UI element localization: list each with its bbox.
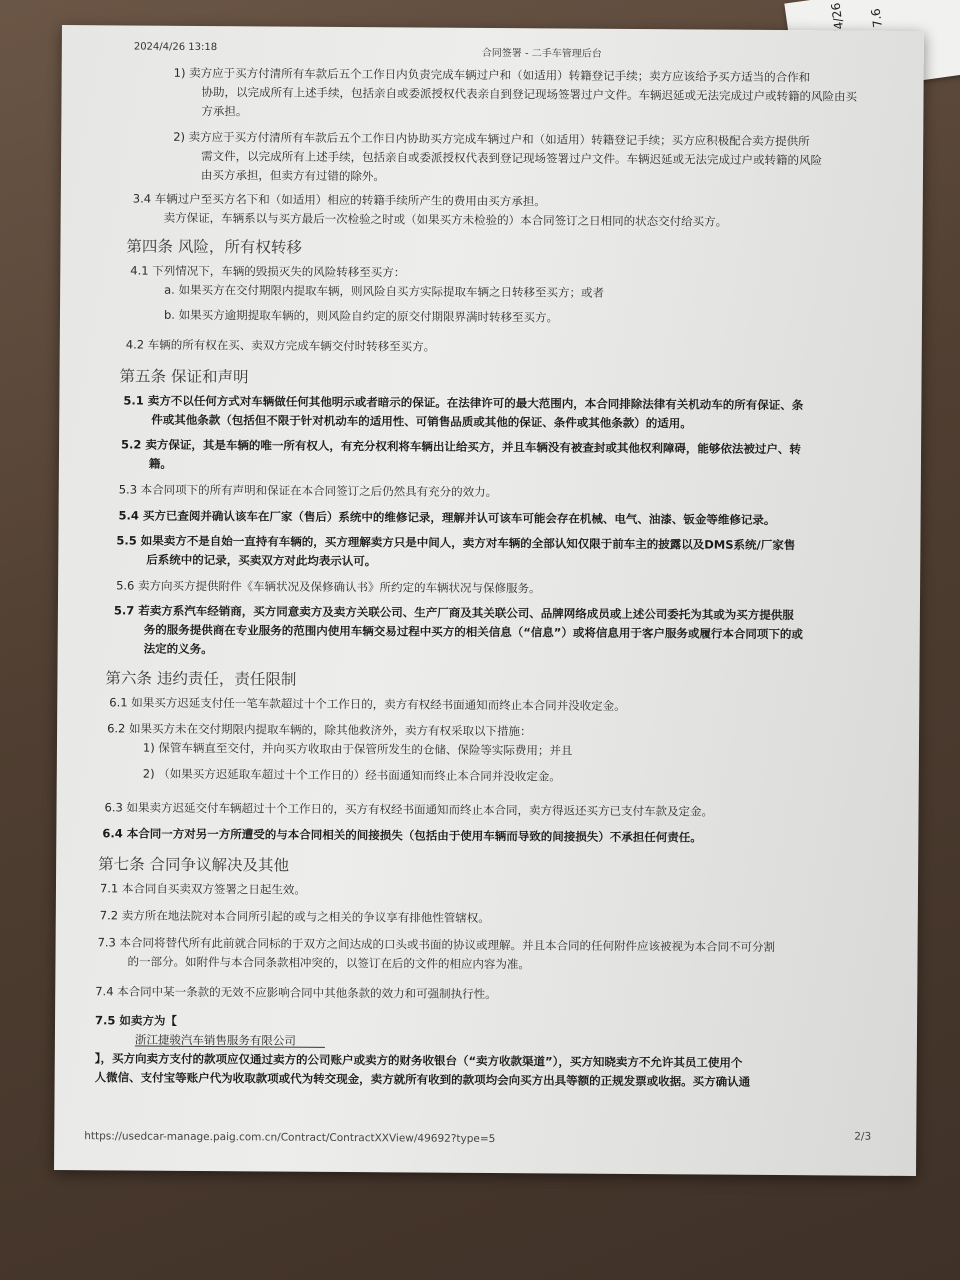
- contract-text-line: 2) 卖方应于买方付清所有车款后五个工作日内协助买方完成车辆过户和（如适用）转籍登记手续；买方应积极配合卖方提供所: [173, 129, 810, 149]
- contract-page: [54, 25, 924, 1176]
- contract-text-line: 4.2 车辆的所有权在买、卖双方完成车辆交付时转移至买方。: [125, 337, 436, 354]
- footer-page-number: 2/3: [854, 1130, 872, 1143]
- contract-text-line: 5.1 卖方不以任何方式对车辆做任何其他明示或者暗示的保证。在法律许可的最大范围内，本合同排除法律有关机动车的所有保证、条: [123, 393, 804, 413]
- contract-text-line: 第四条 风险，所有权转移: [126, 237, 302, 257]
- contract-text-line: 6.4 本合同一方对另一方所遭受的与本合同相关的间接损失（包括由于使用车辆而导致的间接损失）不承担任何责任。: [102, 826, 702, 845]
- contract-text-line: 5.3 本合同项下的所有声明和保证在本合同签订之后仍然具有充分的效力。: [118, 482, 498, 500]
- contract-text-line: 第五条 保证和声明: [119, 367, 249, 387]
- contract-text-line: 第六条 违约责任，责任限制: [105, 669, 297, 689]
- contract-text-line: 7.4 本合同中某一条款的无效不应影响合同中其他条款的效力和可强制执行性。: [95, 984, 497, 1002]
- contract-text-line: 5.7 若卖方系汽车经销商，买方同意卖方及卖方关联公司、生产厂商及其关联公司、品牌网络成员或上述公司委托为其或为买方提供服: [113, 603, 794, 623]
- contract-text-line: 人微信、支付宝等账户代为收取款项或代为转交现金，卖方就所有收到的款项均会向买方出具等额的正规发票或收据。买方确认通: [94, 1070, 751, 1089]
- contract-text-line: a. 如果买方在交付期限内提取车辆，则风险自买方实际提取车辆之日转移至买方；或者: [164, 282, 605, 300]
- contract-text-line: 1) 卖方应于买方付清所有车款后五个工作日内负责完成车辆过户和（如适用）转籍登记手续；卖方应该给予买方适当的合作和: [173, 65, 811, 85]
- contract-text-line: 7.1 本合同自买卖双方签署之日起生效。: [99, 881, 306, 897]
- contract-text-line: 2) （如果买方迟延取车超过十个工作日的）经书面通知而终止本合同并没收定金。: [142, 766, 561, 784]
- contract-text-line: 件或其他条款（包括但不限于针对机动车的适用性、可销售品质或其他的保证、条件或其他条款）的适用。: [151, 412, 692, 431]
- contract-text-line: 7.3 本合同将替代所有此前就合同标的于双方之间达成的口头或书面的协议或理解。并且本合同的任何附件应该被视为本合同不可分割: [97, 935, 776, 955]
- contract-text-line: b. 如果买方逾期提取车辆的，则风险自约定的原交付期限界满时转移至买方。: [163, 307, 559, 325]
- contract-text-line: 5.5 如果卖方不是自始一直持有车辆的，买方理解卖方只是中间人，卖方对车辆的全部认知仅限于前车主的披露以及DMS系统/厂家售: [116, 533, 796, 553]
- contract-text-line: 5.2 卖方保证，其是车辆的唯一所有权人，有充分权利将车辆出让给买方，并且车辆没有被查封或其他权利障碍，能够依法被过户、转: [121, 437, 801, 457]
- contract-text-line: 5.4 买方已查阅并确认该车在厂家（售后）系统中的维修记录，理解并认可该车可能会存在机械、电气、油漆、钣金等维修记录。: [118, 508, 776, 527]
- contract-text-line: 6.2 如果买方未在交付期限内提取车辆的，除其他救济外，卖方有权采取以下措施：: [107, 721, 532, 739]
- contract-text-line: 的一部分。如附件与本合同条款相冲突的，以签订在后的文件的相应内容为准。: [127, 954, 531, 972]
- print-date: 2024/4/26 13:18: [133, 41, 218, 54]
- contract-text-line: 6.3 如果卖方迟延交付车辆超过十个工作日的，买方有权经书面通知而终止本合同，卖方得返还买方已支付车款及定金。: [104, 800, 714, 819]
- contract-text-line: 7.2 卖方所在地法院对本合同所引起的或与之相关的争议享有排他性管辖权。: [99, 908, 490, 926]
- footer-url: https://usedcar-manage.paig.com.cn/Contract/ContractXXView/49692?type=5: [84, 1130, 496, 1146]
- contract-text-line: 务的服务提供商在专业服务的范围内使用车辆交易过程中买方的相关信息（“信息”）或将信息用于客户服务或履行本合同项下的或: [143, 622, 803, 642]
- contract-text-line: 4.1 下列情况下，车辆的毁损灭失的风险转移至买方：: [130, 263, 406, 280]
- contract-text-line: 3.4 车辆过户至买方名下和（如适用）相应的转籍手续所产生的费用由买方承担。: [132, 191, 546, 209]
- contract-text-line: 浙江捷骏汽车销售服务有限公司: [134, 1032, 296, 1048]
- contract-text-line: 由买方承担，但卖方有过错的除外。: [200, 167, 386, 184]
- contract-text-line: 后系统中的记录，买卖双方对此均表示认可。: [146, 552, 377, 569]
- corner-note-mark: 7.6: [868, 7, 886, 29]
- contract-text-line: 协助，以完成所有上述手续，包括亲自或委派授权代表亲自到登记现场签署过户文件。车辆迟延或无法完成过户或转籍的风险由买: [201, 84, 858, 104]
- contract-text-line: 需文件，以完成所有上述手续，包括亲自或委派授权代表到登记现场签署过户文件。车辆迟延或无法完成过户或转籍的风险: [201, 148, 823, 168]
- contract-text-line: 籍。: [148, 456, 172, 471]
- print-title: 合同签署 - 二手车管理后台: [481, 47, 602, 60]
- contract-text-line: 1) 保管车辆直至交付，并向买方收取由于保管所发生的仓储、保险等实际费用；并且: [142, 740, 573, 758]
- contract-text-line: 方承担。: [201, 103, 248, 119]
- contract-text-line: 卖方保证，车辆系以与买方最后一次检验之时或（如果买方未检验的）本合同签订之日相同的状态交付给买方。: [163, 210, 728, 229]
- contract-text-line: 第七条 合同争议解决及其他: [98, 855, 290, 875]
- contract-text-line: 5.6 卖方向买方提供附件《车辆状况及保修确认书》所约定的车辆状况与保修服务。: [116, 578, 541, 596]
- contract-text-line: 6.1 如果买方迟延支付任一笔车款超过十个工作日的，卖方有权经书面通知而终止本合同并没收定金。: [109, 695, 626, 713]
- contract-text-line: 】，买方向卖方支付的款项应仅通过卖方的公司账户或卖方的财务收银台（“卖方收款渠道”），买方知晓卖方不允许其员工使用个: [94, 1051, 743, 1070]
- contract-text-line: 7.5 如卖方为【: [95, 1013, 177, 1028]
- contract-text-line: 法定的义务。: [143, 641, 213, 657]
